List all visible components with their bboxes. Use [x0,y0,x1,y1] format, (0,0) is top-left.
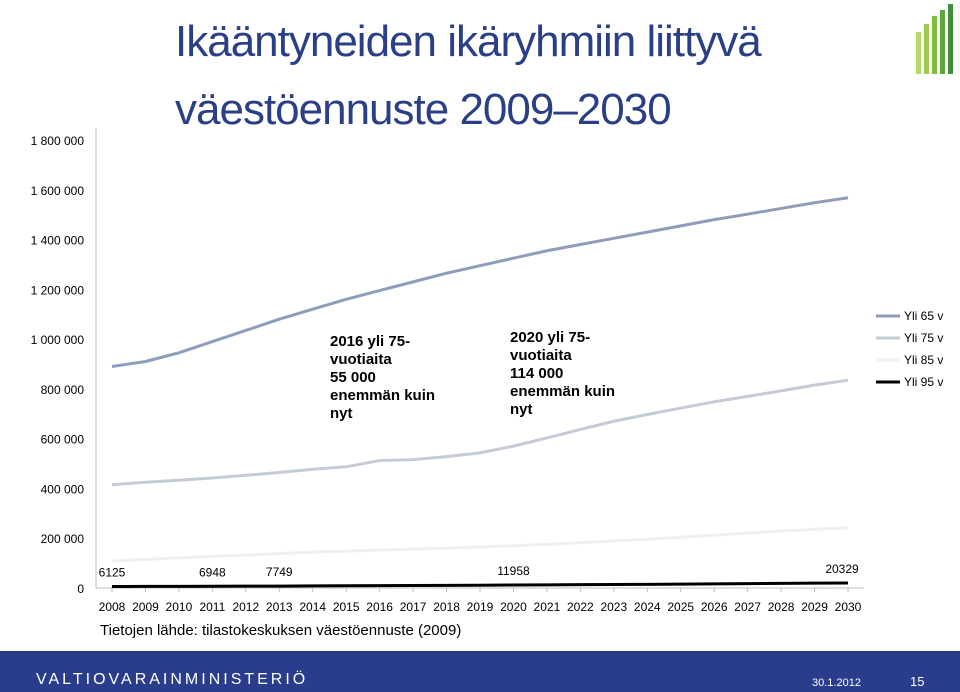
x-tick-label: 2014 [299,600,327,614]
series-line-2 [112,380,848,485]
x-tick-label: 2024 [633,600,661,614]
x-tick-label: 2025 [667,600,695,614]
data-label: 20329 [825,561,859,576]
footer-brand: VALTIOVARAINMINISTERIÖ [36,671,309,688]
annotation-2020: 2020 yli 75- vuotiaita 114 000 enemmän kuin nyt [510,329,616,418]
x-tick-label: 2013 [265,600,293,614]
x-tick-label: 2017 [399,600,427,614]
x-tick-label: 2029 [801,600,828,614]
series-line-3 [112,528,848,561]
x-tick-label: 2028 [767,600,795,614]
legend-label-2: Yli 75 v [904,331,944,345]
data-label: 6948 [199,565,226,580]
x-tick-label: 2016 [366,600,393,614]
series-line-4 [112,583,848,587]
x-tick-label: 2030 [834,600,862,614]
y-tick-label: 1 800 000 [30,134,84,148]
legend-label-4: Yli 95 v [904,375,944,389]
annotation-2016: 2016 yli 75- vuotiaita 55 000 enemmän kuin nyt [330,333,436,422]
series-line-1 [112,198,848,367]
data-label: 6125 [98,565,126,580]
x-tick-label: 2026 [700,600,728,614]
x-tick-label: 2018 [433,600,460,614]
x-tick-label: 2020 [500,600,527,614]
data-label: 11958 [497,564,530,579]
x-tick-label: 2027 [734,600,761,614]
y-tick-label: 1 400 000 [30,233,84,248]
legend-label-3: Yli 85 v [904,353,944,367]
x-tick-label: 2011 [199,600,226,614]
x-tick-label: 2008 [98,600,126,614]
data-label: 7749 [265,565,293,580]
x-tick-label: 2015 [332,600,360,614]
y-tick-label: 800 000 [40,382,84,397]
page-title-line-1: Ikääntyneiden ikäryhmiin liittyvä [175,17,761,66]
legend-label-1: Yli 65 v [904,309,944,323]
source-note: Tietojen lähde: tilastokeskuksen väestöennuste (2009) [100,622,462,639]
x-tick-label: 2012 [232,600,260,614]
y-tick-label: 1 600 000 [30,183,84,198]
footer-bar [0,651,960,692]
x-tick-label: 2022 [567,600,594,614]
x-tick-label: 2010 [165,600,193,614]
y-tick-label: 400 000 [40,482,84,497]
y-tick-label: 1 200 000 [30,283,84,298]
footer-page-number: 15 [910,674,925,689]
footer-date: 30.1.2012 [812,677,861,689]
x-tick-label: 2019 [466,600,494,614]
y-tick-label: 0 [77,582,84,596]
x-tick-label: 2023 [600,600,628,614]
y-tick-label: 200 000 [40,532,84,547]
x-tick-label: 2021 [533,600,561,614]
page-title-line-2: väestöennuste 2009–2030 [175,85,671,134]
y-tick-label: 1 000 000 [30,333,84,348]
x-tick-label: 2009 [132,600,159,614]
y-tick-label: 600 000 [40,432,84,447]
